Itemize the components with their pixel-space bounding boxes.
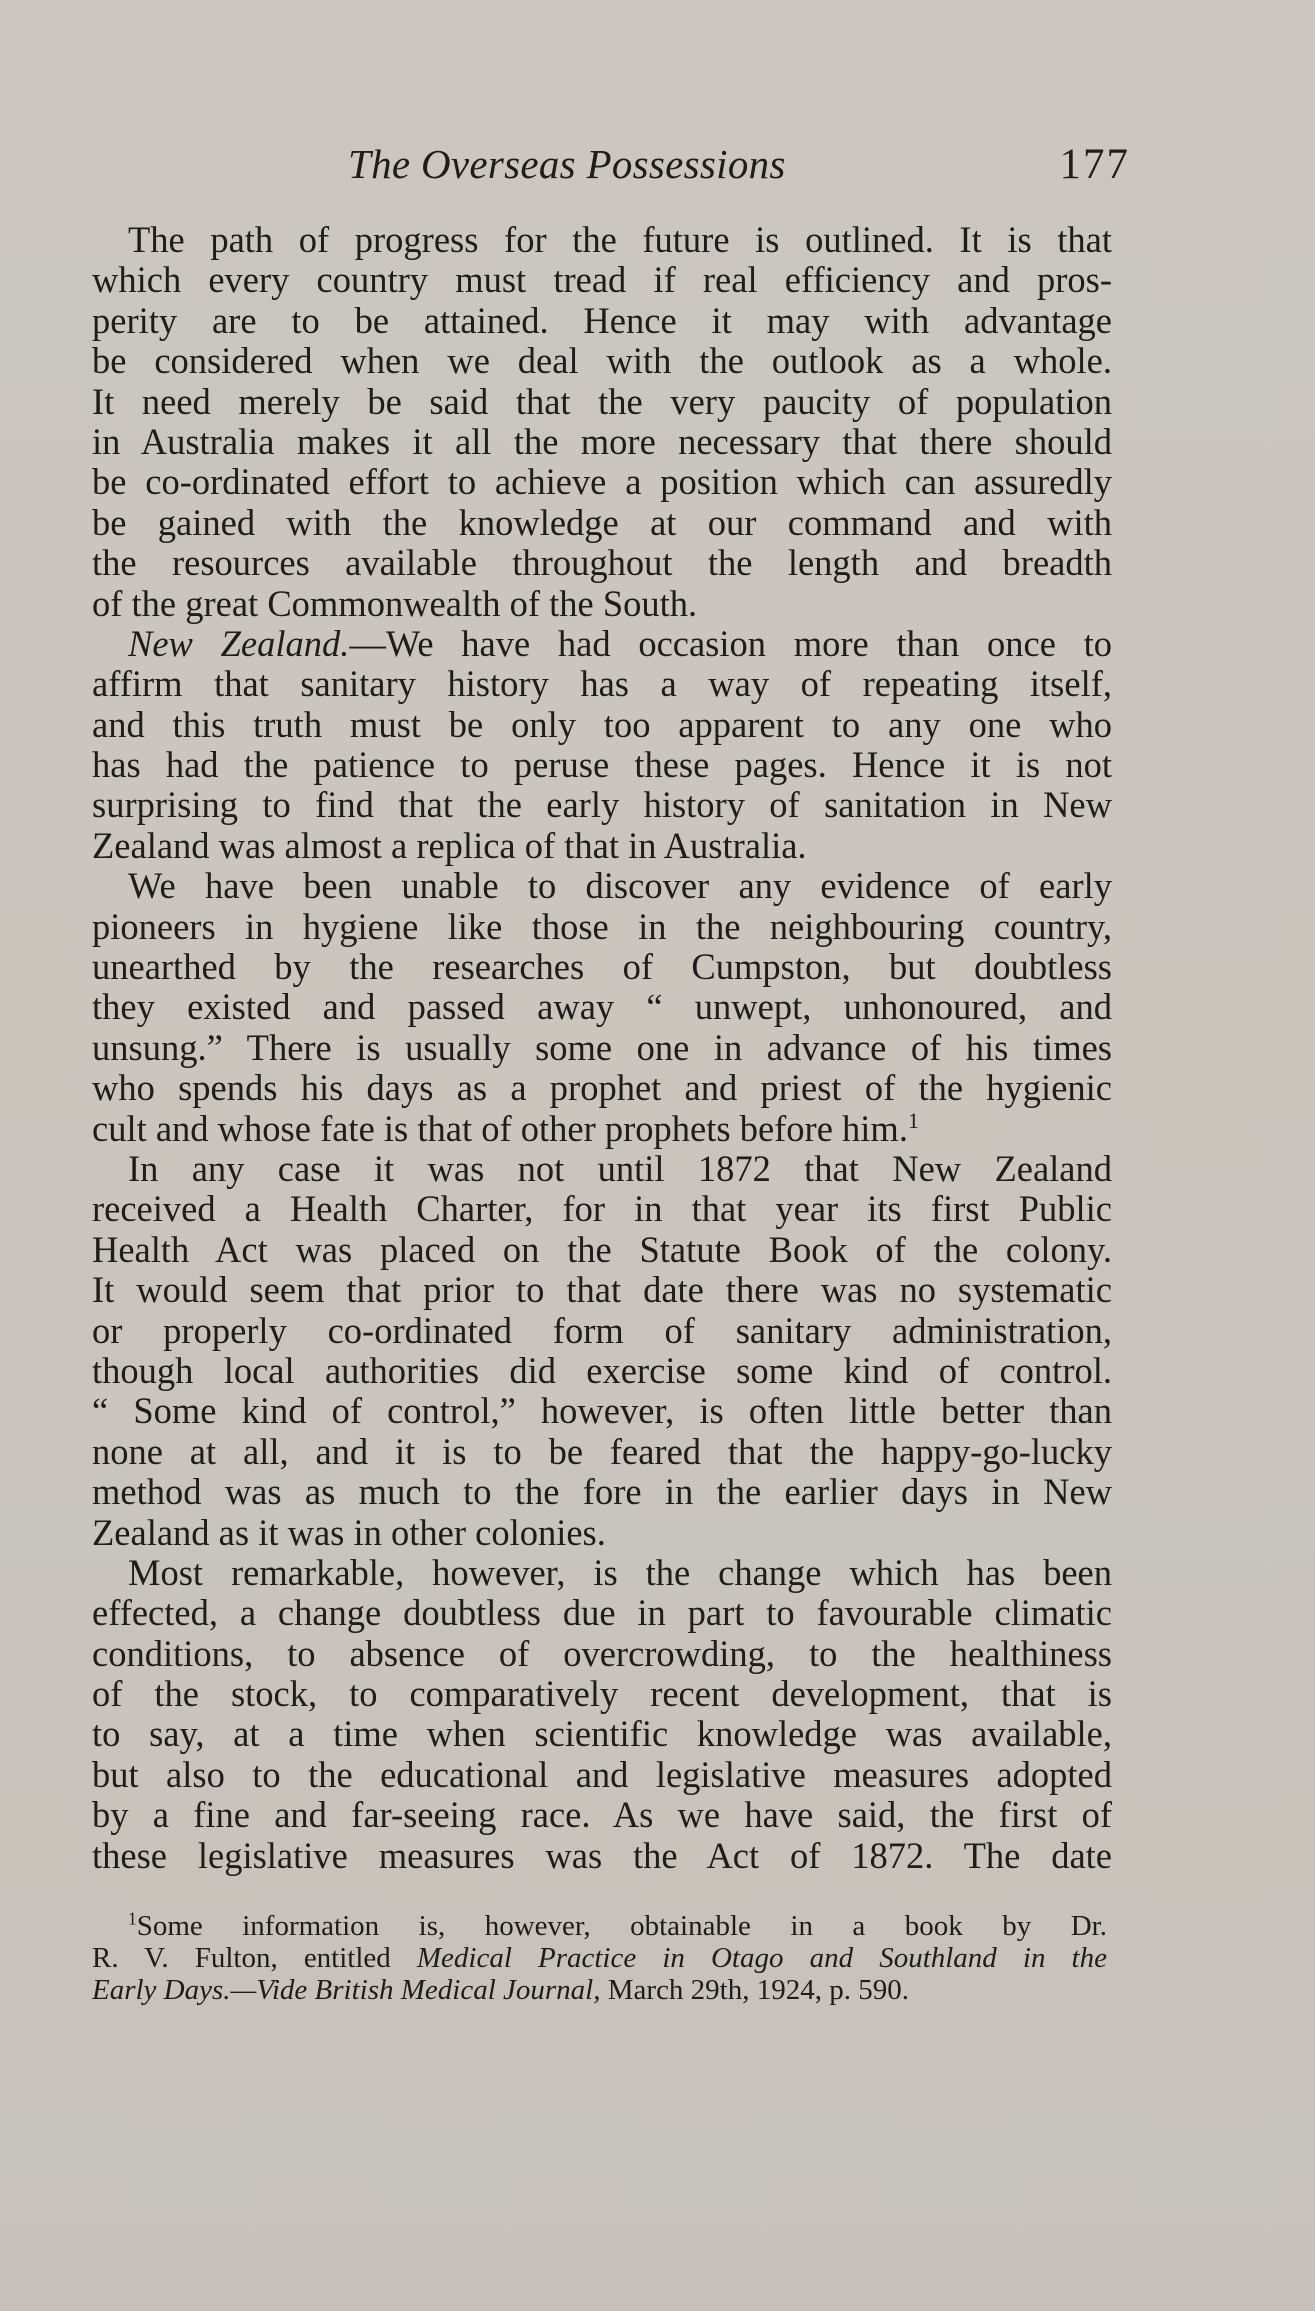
text-line: in Australia makes it all the more necessary that there should: [92, 421, 1112, 462]
text-line: though local authorities did exercise some kind of control.: [92, 1350, 1112, 1391]
footnote-section: [92, 1910, 1107, 2006]
text-line: received a Health Charter, for in that year its first Public: [92, 1189, 1112, 1230]
text-line: conditions, to absence of overcrowding, to the healthiness: [92, 1633, 1112, 1674]
text-line: Health Act was placed on the Statute Book of the colony.: [92, 1229, 1112, 1270]
text-line: “ Some kind of control,” however, is often little better than: [92, 1391, 1112, 1432]
footnote-line: [92, 1974, 1107, 2006]
footnote-reference[interactable]: 1: [907, 1108, 919, 1133]
text-line: It need merely be said that the very paucity of population: [92, 381, 1112, 422]
text-line: they existed and passed away “ unwept, unhonoured, and: [92, 987, 1112, 1028]
text-line: to say, at a time when scientific knowledge was available,: [92, 1714, 1112, 1755]
text-line: none at all, and it is to be feared that the happy-go-lucky: [92, 1431, 1112, 1472]
text-line: Zealand was almost a replica of that in Australia.: [92, 825, 807, 866]
text-line: method was as much to the fore in the earlier days in New: [92, 1472, 1112, 1513]
text-run: cult and whose fate is that of other prophets before him.: [92, 1108, 908, 1149]
page-header: [348, 140, 1130, 200]
text-line: unearthed by the researches of Cumpston, but doubtless: [92, 947, 1112, 988]
text-line: by a fine and far-seeing race. As we have said, the first of: [92, 1795, 1112, 1836]
footnote-text: R. V. Fulton, entitled: [92, 1942, 417, 1974]
text-line: pioneers in hygiene like those in the neighbouring country,: [92, 906, 1112, 947]
text-line: affirm that sanitary history has a way of repeating itself,: [92, 664, 1112, 705]
paragraph: [92, 624, 1112, 866]
text-line: these legislative measures was the Act of 1872. The date: [92, 1835, 1112, 1876]
text-line: of the stock, to comparatively recent development, that is: [92, 1674, 1112, 1715]
paragraph: [92, 1149, 1112, 1553]
text-line: [92, 624, 1112, 664]
text-line: effected, a change doubtless due in part to favourable climatic: [92, 1593, 1112, 1634]
text-run: —We have had occasion more than once to: [349, 623, 1112, 664]
footnote-line: [92, 1942, 1107, 1974]
footnote-book-title: Medical Practice in Otago and Southland in the: [416, 1942, 1107, 1974]
text-line: perity are to be attained. Hence it may with advantage: [92, 300, 1112, 341]
running-title: The Overseas Possessions: [348, 141, 786, 187]
text-line: who spends his days as a prophet and priest of the hygienic: [92, 1068, 1112, 1109]
text-line: [92, 1109, 1112, 1149]
text-line: Zealand as it was in other colonies.: [92, 1512, 606, 1553]
text-line: of the great Commonwealth of the South.: [92, 583, 698, 624]
text-line: the resources available throughout the length and breadth: [92, 543, 1112, 584]
text-line: The path of progress for the future is outlined. It is that: [128, 220, 1112, 260]
footnote-marker: 1: [128, 1910, 137, 1929]
footnote-text: March 29th, 1924, p. 590.: [600, 1974, 909, 2006]
text-line: which every country must tread if real efficiency and pros-: [92, 260, 1112, 301]
text-line: and this truth must be only too apparent to any one who: [92, 704, 1112, 745]
text-line: surprising to find that the early history of sanitation in New: [92, 785, 1112, 826]
text-line: In any case it was not until 1872 that New Zealand: [128, 1148, 1112, 1189]
text-line: be co-ordinated effort to achieve a position which can assuredly: [92, 462, 1112, 503]
body-text: [92, 220, 1112, 1876]
text-line: It would seem that prior to that date there was no systematic: [92, 1270, 1112, 1311]
text-line: be considered when we deal with the outlook as a whole.: [92, 341, 1112, 382]
text-line: unsung.” There is usually some one in advance of his times: [92, 1027, 1112, 1068]
text-line: We have been unable to discover any evidence of early: [128, 866, 1112, 907]
text-line: be gained with the knowledge at our command and with: [92, 502, 1112, 543]
footnote-reference-title: Early Days.—Vide British Medical Journal,: [92, 1974, 601, 2006]
text-line: has had the patience to peruse these pages. Hence it is not: [92, 745, 1112, 786]
page-number: 177: [1059, 141, 1130, 188]
text-line: or properly co-ordinated form of sanitary administration,: [92, 1310, 1112, 1351]
paragraph: [92, 220, 1112, 624]
footnote-text: Some information is, however, obtainable in a book by Dr.: [136, 1910, 1107, 1942]
text-line: Most remarkable, however, is the change which has been: [128, 1552, 1112, 1593]
footnote-line: [92, 1910, 1107, 1942]
text-line: but also to the educational and legislative measures adopted: [92, 1754, 1112, 1795]
paragraph: [92, 1553, 1112, 1876]
paragraph: [92, 866, 1112, 1149]
section-heading: New Zealand.: [128, 623, 350, 664]
